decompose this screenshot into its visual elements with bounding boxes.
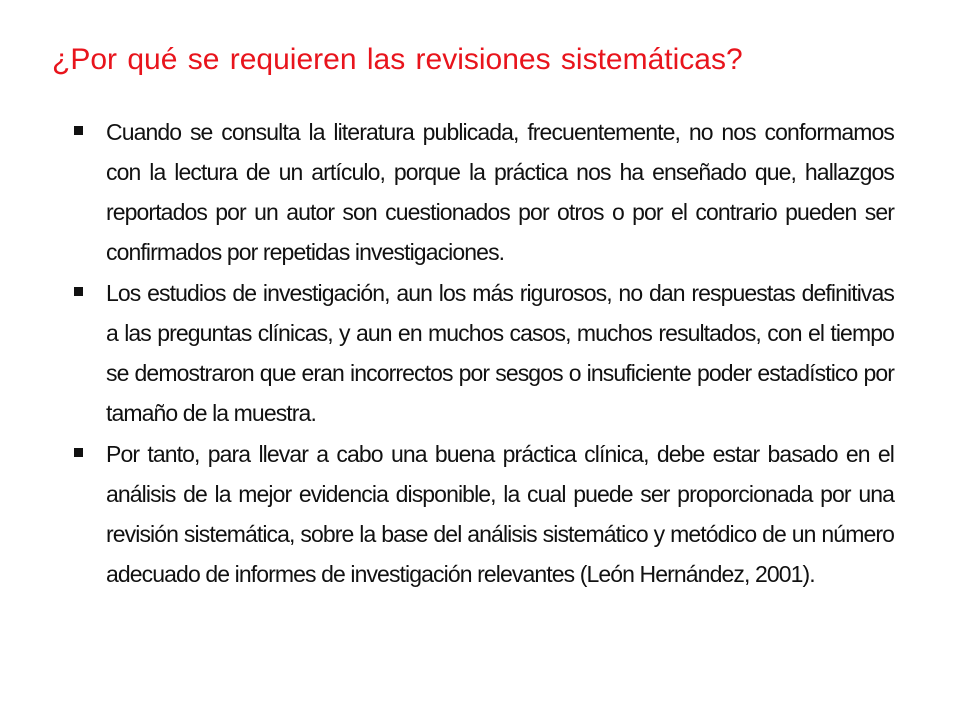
square-bullet-icon (74, 287, 83, 296)
square-bullet-icon (74, 126, 83, 135)
square-bullet-icon (74, 448, 83, 457)
bullet-text: Los estudios de investigación, aun los más rigurosos, no dan respuestas definitivas a las preguntas clínicas, y aun en muchos casos, muchos resultados, con el tiempo se demostraron que eran incorrectos por sesgos o insuficiente poder estadístico por tamaño de la muestra. (106, 280, 894, 426)
bullet-text: Por tanto, para llevar a cabo una buena práctica clínica, debe estar basado en el análisis de la mejor evidencia disponible, la cual puede ser proporcionada por una revisión sistemática, sobre la base del análisis sistemático y metódico de un número adecuado de informes de investigación relevantes (León Hernández, 2001). (106, 441, 894, 587)
bullet-item (74, 112, 894, 272)
bullet-item (74, 273, 894, 433)
slide-title: ¿Por qué se requieren las revisiones sistemáticas? (52, 43, 743, 76)
bullet-text: Cuando se consulta la literatura publicada, frecuentemente, no nos conformamos con la lectura de un artículo, porque la práctica nos ha enseñado que, hallazgos reportados por un autor son cuestionados por otros o por el contrario pueden ser confirmados por repetidas investigaciones. (106, 119, 894, 265)
bullet-list (74, 112, 894, 595)
bullet-item (74, 434, 894, 594)
